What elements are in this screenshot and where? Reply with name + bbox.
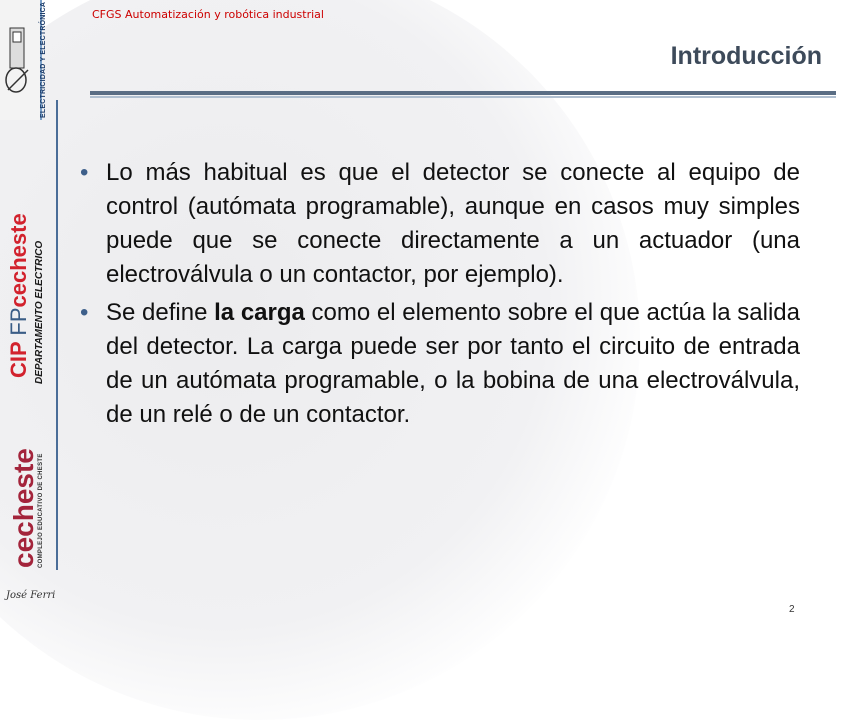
bullet-marker: • — [80, 299, 89, 326]
bullet-text-suffix: como el elemento sobre el que actúa la salida del detector. La carga puede ser por tanto el circuito de entrada de un autómata programable, o la bobina de una electroválvula, de un relé o de un contactor. — [106, 299, 800, 428]
course-header: CFGS Automatización y robótica industrial — [92, 8, 324, 21]
logo-frame — [0, 0, 42, 120]
author-signature: José Ferri — [6, 590, 56, 601]
cip-logo-name: cecheste — [6, 213, 31, 308]
bullet-item — [80, 156, 800, 292]
cecheste-logo-name: cecheste — [8, 448, 39, 568]
cip-fp-cecheste-logo — [6, 213, 32, 378]
cip-logo-cip: CIP — [6, 341, 31, 378]
bullet-item — [80, 296, 800, 432]
bullet-bold-term: la carga — [214, 299, 305, 326]
logo-vertical-text: ELECTRICIDAD Y ELECTRÓNICA — [40, 1, 47, 118]
electricity-department-logo — [0, 0, 70, 125]
page-number: 2 — [789, 604, 795, 615]
cecheste-logo — [10, 448, 44, 568]
bullet-text-prefix: Se define — [106, 299, 215, 326]
bullet-list — [80, 156, 800, 436]
sidebar-divider — [56, 100, 58, 570]
department-label: DEPARTAMENTO ELECTRICO — [34, 240, 45, 384]
title-rule — [90, 91, 836, 95]
electrical-devices-icon — [0, 0, 40, 120]
bullet-marker: • — [80, 159, 89, 186]
page-title: Introducción — [670, 42, 822, 70]
title-rule-accent — [90, 96, 836, 98]
bullet-text: Lo más habitual es que el detector se conecte al equipo de control (autómata programable), aunque en casos muy simples puede que se conecte directamente a un actuador (una electroválvula o un contactor, por ejemplo). — [106, 159, 800, 288]
cecheste-logo-subtitle: COMPLEJO EDUCATIVO DE CHESTE — [38, 453, 44, 568]
cip-logo-fp: FP — [6, 307, 31, 336]
